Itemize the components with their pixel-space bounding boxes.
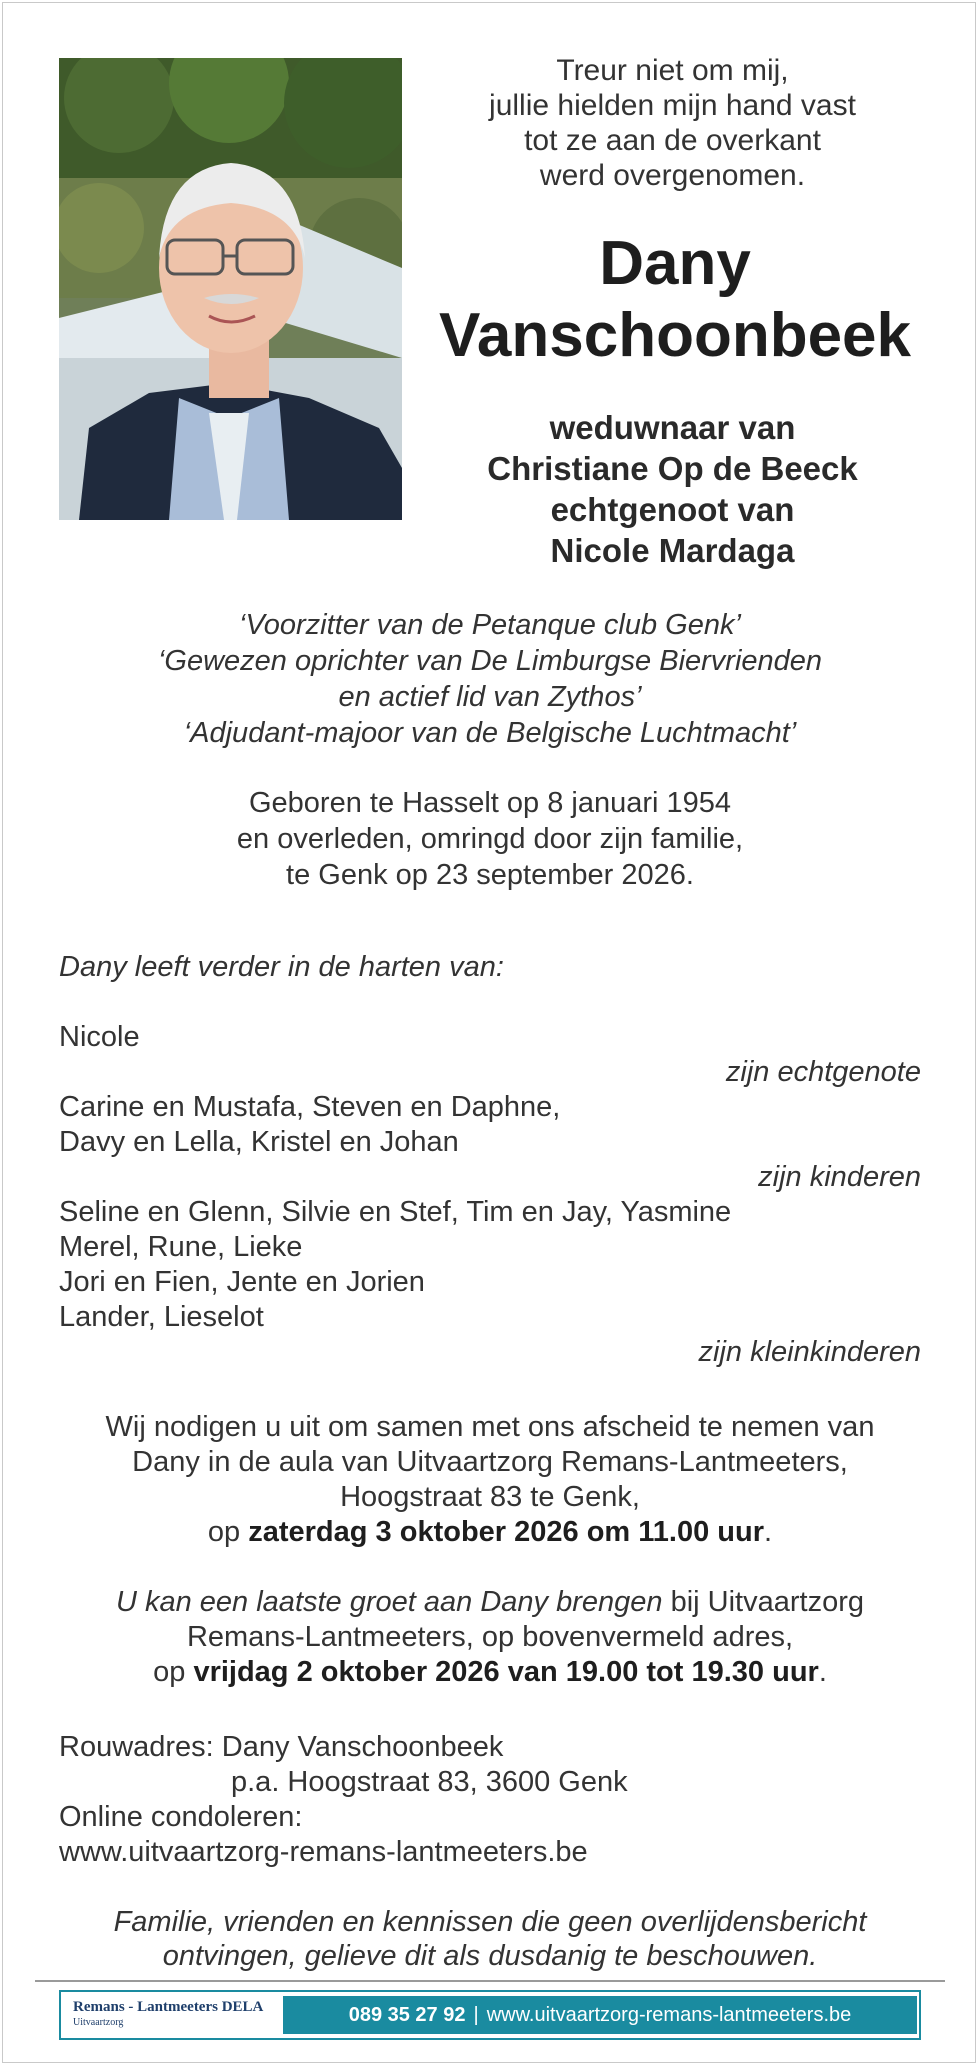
phone-number[interactable]: 089 35 27 92	[348, 2003, 466, 2026]
viewing-datetime-line	[40, 1655, 940, 1690]
condolence-website-link[interactable]: www.uitvaartzorg-remans-lantmeeters.be	[59, 1836, 588, 1868]
notice-block	[40, 1905, 940, 1973]
portrait-photo	[59, 58, 402, 520]
mourning-address-block	[59, 1730, 921, 1870]
survivor-relation: zijn echtgenote	[725, 1056, 921, 1088]
ceremony-line: Wij nodigen u uit om samen met ons afscheid te nemen van	[105, 1411, 875, 1443]
birth-line: Geboren te Hasselt op 8 januari 1954	[248, 787, 732, 819]
ceremony-datetime-line	[40, 1515, 940, 1550]
notice-line: ontvingen, gelieve dit als dusdanig te beschouwen.	[162, 1940, 818, 1972]
survivor-names: Nicole	[59, 1021, 140, 1053]
birth-death-block	[40, 785, 940, 893]
footer-website-link[interactable]: www.uitvaartzorg-remans-lantmeeters.be	[486, 2003, 852, 2026]
viewing-datetime: vrijdag 2 oktober 2026 van 19.00 tot 19.30 uur	[193, 1656, 819, 1688]
viewing-line: Remans-Lantmeeters, op bovenvermeld adres,	[186, 1621, 794, 1653]
relation-line: echtgenoot van	[550, 491, 795, 528]
relation-line: Nicole Mardaga	[550, 532, 795, 569]
ceremony-line: Hoogstraat 83 te Genk,	[340, 1481, 640, 1513]
ceremony-suffix: .	[764, 1516, 773, 1548]
survivor-relation: zijn kleinkinderen	[698, 1336, 921, 1368]
last-name: Vanschoonbeek	[438, 301, 912, 370]
viewing-suffix: .	[818, 1656, 827, 1688]
ceremony-block	[40, 1410, 940, 1690]
role-line: en actief lid van Zythos’	[338, 681, 642, 713]
first-name: Dany	[599, 229, 751, 298]
quote-line: tot ze aan de overkant	[524, 124, 821, 157]
birth-line: te Genk op 23 september 2026.	[286, 859, 694, 891]
survivor-names: Jori en Fien, Jente en Jorien	[59, 1266, 425, 1298]
relation-line: Christiane Op de Beeck	[487, 450, 858, 487]
survivor-names: Merel, Rune, Lieke	[59, 1231, 303, 1263]
quote-line: Treur niet om mij,	[556, 54, 789, 87]
ceremony-line: Dany in de aula van Uitvaartzorg Remans-Lantmeeters,	[132, 1446, 848, 1478]
quote-line: jullie hielden mijn hand vast	[489, 89, 856, 122]
divider	[35, 1980, 945, 1982]
ceremony-prefix: op	[207, 1516, 249, 1548]
relation-line: weduwnaar van	[549, 409, 796, 446]
quote-line: werd overgenomen.	[539, 159, 806, 192]
roles-block	[40, 607, 940, 751]
funeral-home-logo	[73, 1998, 298, 2036]
role-line: ‘Adjudant-majoor van de Belgische Luchtmacht’	[183, 717, 797, 749]
survivor-names: Lander, Lieselot	[59, 1301, 264, 1333]
funeral-home-footer	[59, 1990, 921, 2040]
mourning-address-line: p.a. Hoogstraat 83, 3600 Genk	[231, 1766, 628, 1798]
mourning-address-line: Rouwadres: Dany Vanschoonbeek	[59, 1731, 504, 1763]
notice-line: Familie, vrienden en kennissen die geen overlijdensbericht	[113, 1906, 867, 1938]
viewing-line	[40, 1585, 940, 1620]
survivors-block	[59, 950, 921, 1370]
survivor-names: Seline en Glenn, Silvie en Stef, Tim en Jay, Yasmine	[59, 1196, 732, 1228]
viewing-prefix: op	[153, 1656, 194, 1688]
memorial-quote	[435, 53, 910, 193]
separator: |	[473, 2003, 479, 2026]
role-line: ‘Voorzitter van de Petanque club Genk’	[239, 609, 741, 641]
survivor-names: Carine en Mustafa, Steven en Daphne,	[59, 1091, 561, 1123]
survivors-intro: Dany leeft verder in de harten van:	[59, 951, 504, 983]
condolence-label: Online condoleren:	[59, 1801, 303, 1833]
logo-brand: Remans - Lantmeeters DELA	[73, 1999, 264, 2015]
viewing-italic: U kan een laatste groet aan Dany brengen	[115, 1586, 663, 1618]
birth-line: en overleden, omringd door zijn familie,	[236, 823, 744, 855]
survivor-relation: zijn kinderen	[758, 1161, 921, 1193]
viewing-rest: bij Uitvaartzorg	[662, 1586, 864, 1618]
role-line: ‘Gewezen oprichter van De Limburgse Biervrienden	[157, 645, 823, 677]
logo-subtitle: Uitvaartzorg	[73, 2017, 124, 2028]
deceased-name	[430, 228, 920, 372]
relations-block	[440, 407, 905, 571]
contact-bar	[283, 1996, 917, 2034]
survivor-names: Davy en Lella, Kristel en Johan	[59, 1126, 459, 1158]
ceremony-datetime: zaterdag 3 oktober 2026 om 11.00 uur	[248, 1516, 765, 1548]
